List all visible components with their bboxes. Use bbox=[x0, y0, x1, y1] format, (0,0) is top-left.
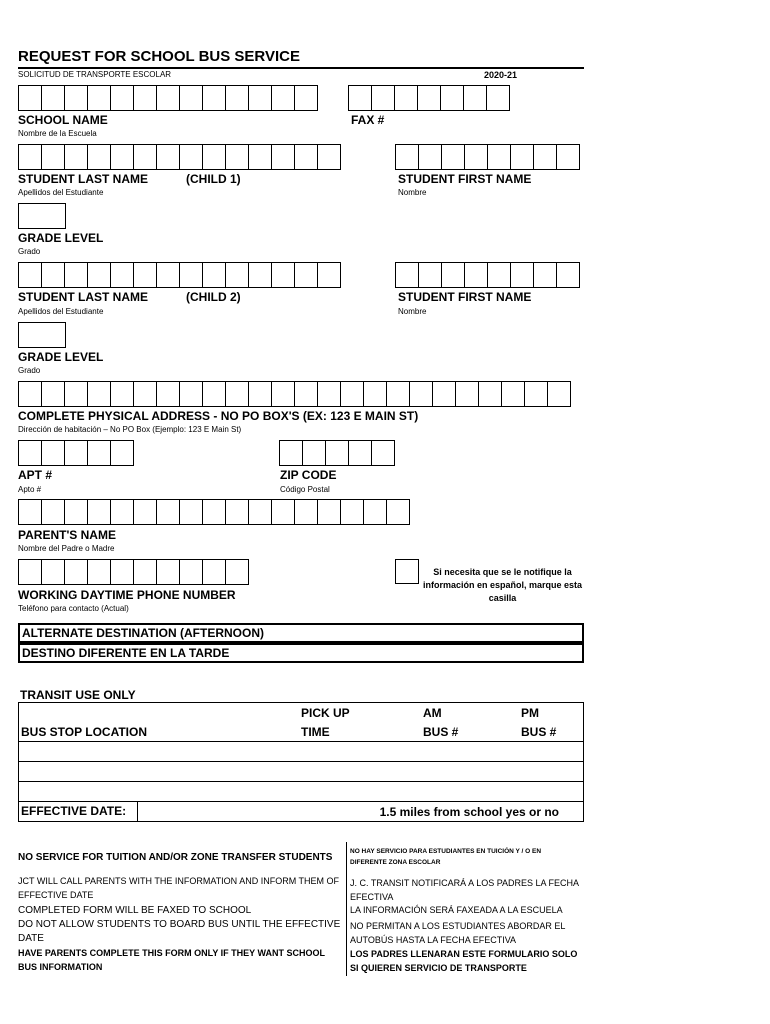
school-year: 2020-21 bbox=[484, 70, 518, 80]
note-es-do-not-allow bbox=[350, 919, 565, 947]
note-do-not-allow-line2: DATE bbox=[18, 933, 44, 944]
child2-grade-sub: Grado bbox=[18, 366, 41, 375]
char-box[interactable] bbox=[488, 145, 511, 169]
char-box[interactable] bbox=[326, 441, 349, 465]
note-es-jct bbox=[350, 876, 579, 904]
char-box[interactable] bbox=[295, 263, 318, 287]
char-box[interactable] bbox=[226, 263, 249, 287]
child1-grade-label: GRADE LEVEL bbox=[18, 231, 104, 245]
fax-label: FAX # bbox=[351, 113, 385, 127]
char-box[interactable] bbox=[419, 263, 442, 287]
char-box[interactable] bbox=[364, 500, 387, 524]
char-box[interactable] bbox=[226, 145, 249, 169]
char-box[interactable] bbox=[349, 86, 372, 110]
char-box[interactable] bbox=[88, 441, 111, 465]
char-box[interactable] bbox=[364, 382, 387, 406]
char-box[interactable] bbox=[111, 382, 134, 406]
char-box[interactable] bbox=[249, 382, 272, 406]
child1-tag: (CHILD 1) bbox=[186, 172, 241, 186]
title-rule bbox=[18, 67, 584, 69]
char-box[interactable] bbox=[465, 263, 488, 287]
char-box[interactable] bbox=[295, 382, 318, 406]
char-box[interactable] bbox=[42, 382, 65, 406]
apt-sub: Apto # bbox=[18, 485, 42, 494]
char-box[interactable] bbox=[396, 263, 419, 287]
note-es-jct-line2: EFECTIVA bbox=[350, 892, 394, 902]
transit-table bbox=[18, 702, 584, 822]
char-box[interactable] bbox=[203, 86, 226, 110]
note-es-faxed: LA INFORMACIÓN SERÁ FAXEADA A LA ESCUELA bbox=[350, 905, 563, 915]
phone-sub: Teléfono para contacto (Actual) bbox=[18, 604, 129, 613]
char-box[interactable] bbox=[19, 145, 42, 169]
note-es-do-not-allow-line1: NO PERMITAN A LOS ESTUDIANTES ABORDAR EL bbox=[350, 921, 566, 931]
child1-first-name-label: STUDENT FIRST NAME bbox=[398, 172, 532, 186]
spanish-note-line2: información en español, marque esta bbox=[422, 580, 583, 590]
char-box[interactable] bbox=[387, 500, 410, 524]
apt-label: APT # bbox=[18, 468, 53, 482]
apt-boxes[interactable] bbox=[18, 440, 134, 466]
char-box[interactable] bbox=[387, 382, 410, 406]
char-box[interactable] bbox=[134, 560, 157, 584]
char-box[interactable] bbox=[465, 145, 488, 169]
note-es-no-service-line2: DIFERENTE ZONA ESCOLAR bbox=[350, 859, 441, 866]
char-box[interactable] bbox=[65, 560, 88, 584]
char-box[interactable] bbox=[134, 500, 157, 524]
notes-divider bbox=[346, 842, 347, 976]
char-box[interactable] bbox=[42, 441, 65, 465]
char-box[interactable] bbox=[341, 500, 364, 524]
char-box[interactable] bbox=[534, 263, 557, 287]
char-box[interactable] bbox=[157, 145, 180, 169]
char-box[interactable] bbox=[441, 86, 464, 110]
parent-name-boxes[interactable] bbox=[18, 499, 410, 525]
child2-first-name-boxes[interactable] bbox=[395, 262, 580, 288]
char-box[interactable] bbox=[511, 263, 534, 287]
note-do-not-allow-line1: DO NOT ALLOW STUDENTS TO BOARD BUS UNTIL THE EFFECTIVE bbox=[18, 919, 341, 930]
char-box[interactable] bbox=[111, 500, 134, 524]
char-box[interactable] bbox=[272, 263, 295, 287]
char-box[interactable] bbox=[180, 560, 203, 584]
char-box[interactable] bbox=[65, 441, 88, 465]
char-box[interactable] bbox=[203, 145, 226, 169]
transit-row[interactable] bbox=[19, 742, 584, 762]
school-name-boxes[interactable] bbox=[18, 85, 318, 111]
pm-bus-label: BUS # bbox=[519, 722, 584, 742]
zip-label: ZIP CODE bbox=[280, 468, 337, 482]
time-label: TIME bbox=[299, 722, 421, 742]
char-box[interactable] bbox=[111, 263, 134, 287]
char-box[interactable] bbox=[42, 560, 65, 584]
transit-row[interactable] bbox=[19, 762, 584, 782]
char-box[interactable] bbox=[372, 441, 395, 465]
note-faxed: COMPLETED FORM WILL BE FAXED TO SCHOOL bbox=[18, 905, 252, 916]
school-name-label: SCHOOL NAME bbox=[18, 113, 108, 127]
char-box[interactable] bbox=[249, 263, 272, 287]
am-label: AM bbox=[421, 703, 519, 723]
char-box[interactable] bbox=[203, 382, 226, 406]
char-box[interactable] bbox=[548, 382, 571, 406]
note-es-no-service bbox=[350, 846, 541, 868]
char-box[interactable] bbox=[372, 86, 395, 110]
char-box[interactable] bbox=[249, 145, 272, 169]
char-box[interactable] bbox=[272, 86, 295, 110]
char-box[interactable] bbox=[19, 560, 42, 584]
char-box[interactable] bbox=[295, 86, 318, 110]
parent-name-sub: Nombre del Padre o Madre bbox=[18, 544, 115, 553]
char-box[interactable] bbox=[157, 263, 180, 287]
char-box[interactable] bbox=[295, 145, 318, 169]
transit-title: TRANSIT USE ONLY bbox=[20, 688, 136, 702]
char-box[interactable] bbox=[157, 560, 180, 584]
char-box[interactable] bbox=[433, 382, 456, 406]
char-box[interactable] bbox=[418, 86, 441, 110]
char-box[interactable] bbox=[111, 86, 134, 110]
transit-header-row-2 bbox=[19, 722, 584, 742]
effective-date-label: EFFECTIVE DATE: bbox=[19, 802, 138, 821]
child1-grade-box[interactable] bbox=[18, 203, 66, 229]
char-box[interactable] bbox=[88, 145, 111, 169]
child2-last-name-sub: Apellidos del Estudiante bbox=[18, 307, 104, 316]
char-box[interactable] bbox=[203, 263, 226, 287]
char-box[interactable] bbox=[19, 382, 42, 406]
note-jct-call-line1: JCT WILL CALL PARENTS WITH THE INFORMATION AND INFORM THEM OF bbox=[18, 876, 340, 886]
char-box[interactable] bbox=[442, 145, 465, 169]
transit-header-row-1 bbox=[19, 703, 584, 723]
child2-tag: (CHILD 2) bbox=[186, 290, 241, 304]
char-box[interactable] bbox=[19, 441, 42, 465]
note-no-service: NO SERVICE FOR TUITION AND/OR ZONE TRANSFER STUDENTS bbox=[18, 852, 333, 863]
form-title: REQUEST FOR SCHOOL BUS SERVICE bbox=[18, 48, 300, 65]
note-have-parents-line2: BUS INFORMATION bbox=[18, 962, 103, 972]
char-box[interactable] bbox=[280, 441, 303, 465]
char-box[interactable] bbox=[318, 382, 341, 406]
note-es-do-not-allow-line2: AUTOBÚS HASTA LA FECHA EFECTIVA bbox=[350, 935, 517, 945]
char-box[interactable] bbox=[249, 500, 272, 524]
char-box[interactable] bbox=[88, 560, 111, 584]
char-box[interactable] bbox=[19, 500, 42, 524]
form-subtitle: SOLICITUD DE TRANSPORTE ESCOLAR bbox=[18, 70, 172, 79]
miles-question[interactable]: 1.5 miles from school yes or no bbox=[379, 804, 559, 819]
char-box[interactable] bbox=[534, 145, 557, 169]
child2-grade-box[interactable] bbox=[18, 322, 66, 348]
char-box[interactable] bbox=[410, 382, 433, 406]
child1-last-name-sub: Apellidos del Estudiante bbox=[18, 188, 104, 197]
char-box[interactable] bbox=[42, 145, 65, 169]
char-box[interactable] bbox=[42, 263, 65, 287]
note-do-not-allow bbox=[18, 918, 340, 946]
char-box[interactable] bbox=[349, 441, 372, 465]
char-box[interactable] bbox=[272, 500, 295, 524]
char-box[interactable] bbox=[557, 263, 580, 287]
char-box[interactable] bbox=[134, 382, 157, 406]
address-boxes[interactable] bbox=[18, 381, 571, 407]
char-box[interactable] bbox=[226, 86, 249, 110]
char-box[interactable] bbox=[295, 500, 318, 524]
char-box[interactable] bbox=[303, 441, 326, 465]
zip-boxes[interactable] bbox=[279, 440, 395, 466]
effective-row bbox=[19, 802, 584, 822]
transit-row[interactable] bbox=[19, 782, 584, 802]
note-es-no-service-line1: NO HAY SERVICIO PARA ESTUDIANTES EN TUICIÓN Y / O EN bbox=[350, 848, 542, 855]
child1-first-name-boxes[interactable] bbox=[395, 144, 580, 170]
char-box[interactable] bbox=[396, 145, 419, 169]
char-box[interactable] bbox=[226, 560, 249, 584]
char-box[interactable] bbox=[203, 560, 226, 584]
pm-label: PM bbox=[519, 703, 584, 723]
char-box[interactable] bbox=[479, 382, 502, 406]
spanish-note bbox=[420, 566, 585, 605]
char-box[interactable] bbox=[249, 86, 272, 110]
char-box[interactable] bbox=[111, 560, 134, 584]
note-jct-call bbox=[18, 874, 339, 902]
char-box[interactable] bbox=[272, 382, 295, 406]
char-box[interactable] bbox=[88, 86, 111, 110]
char-box[interactable] bbox=[488, 263, 511, 287]
char-box[interactable] bbox=[180, 382, 203, 406]
child2-last-name-boxes[interactable] bbox=[18, 262, 341, 288]
char-box[interactable] bbox=[341, 382, 364, 406]
char-box[interactable] bbox=[180, 145, 203, 169]
char-box[interactable] bbox=[65, 145, 88, 169]
char-box[interactable] bbox=[464, 86, 487, 110]
phone-boxes[interactable] bbox=[18, 559, 249, 585]
char-box[interactable] bbox=[318, 500, 341, 524]
char-box[interactable] bbox=[157, 86, 180, 110]
address-sub: Dirección de habitación – No PO Box (Ejemplo: 123 E Main St) bbox=[18, 425, 242, 434]
char-box[interactable] bbox=[134, 145, 157, 169]
char-box[interactable] bbox=[180, 263, 203, 287]
char-box[interactable] bbox=[157, 500, 180, 524]
parent-name-label: PARENT'S NAME bbox=[18, 528, 116, 542]
note-jct-call-line2: EFFECTIVE DATE bbox=[18, 890, 94, 900]
char-box[interactable] bbox=[88, 500, 111, 524]
alt-destination-es[interactable]: DESTINO DIFERENTE EN LA TARDE bbox=[18, 643, 584, 663]
char-box[interactable] bbox=[111, 441, 134, 465]
char-box[interactable] bbox=[19, 86, 42, 110]
note-es-have-parents bbox=[350, 947, 577, 975]
child2-last-name-label: STUDENT LAST NAME bbox=[18, 290, 148, 304]
char-box[interactable] bbox=[180, 86, 203, 110]
char-box[interactable] bbox=[65, 263, 88, 287]
char-box[interactable] bbox=[511, 145, 534, 169]
char-box[interactable] bbox=[502, 382, 525, 406]
char-box[interactable] bbox=[456, 382, 479, 406]
char-box[interactable] bbox=[42, 500, 65, 524]
char-box[interactable] bbox=[419, 145, 442, 169]
char-box[interactable] bbox=[203, 500, 226, 524]
spanish-checkbox[interactable] bbox=[395, 559, 419, 584]
spanish-note-line1: Si necesita que se le notifique la bbox=[433, 567, 572, 577]
child2-first-name-sub: Nombre bbox=[398, 307, 427, 316]
char-box[interactable] bbox=[65, 500, 88, 524]
transit-empty bbox=[19, 703, 300, 723]
char-box[interactable] bbox=[318, 263, 341, 287]
fax-boxes[interactable] bbox=[348, 85, 510, 111]
char-box[interactable] bbox=[134, 86, 157, 110]
phone-label: WORKING DAYTIME PHONE NUMBER bbox=[18, 588, 236, 602]
child2-grade-label: GRADE LEVEL bbox=[18, 350, 104, 364]
char-box[interactable] bbox=[157, 382, 180, 406]
char-box[interactable] bbox=[272, 145, 295, 169]
address-label: COMPLETE PHYSICAL ADDRESS - NO PO BOX'S (EX: 123 E MAIN ST) bbox=[18, 409, 419, 423]
char-box[interactable] bbox=[226, 500, 249, 524]
note-have-parents bbox=[18, 946, 325, 974]
char-box[interactable] bbox=[525, 382, 548, 406]
note-es-have-parents-line2: SI QUIEREN SERVICIO DE TRANSPORTE bbox=[350, 963, 527, 973]
char-box[interactable] bbox=[557, 145, 580, 169]
child1-grade-sub: Grado bbox=[18, 247, 41, 256]
child1-last-name-label: STUDENT LAST NAME bbox=[18, 172, 148, 186]
char-box[interactable] bbox=[19, 263, 42, 287]
note-es-have-parents-line1: LOS PADRES LLENARAN ESTE FORMULARIO SOLO bbox=[350, 949, 578, 959]
char-box[interactable] bbox=[88, 382, 111, 406]
pickup-label: PICK UP bbox=[299, 703, 421, 723]
char-box[interactable] bbox=[487, 86, 510, 110]
char-box[interactable] bbox=[395, 86, 418, 110]
char-box[interactable] bbox=[111, 145, 134, 169]
child1-last-name-boxes[interactable] bbox=[18, 144, 341, 170]
char-box[interactable] bbox=[442, 263, 465, 287]
char-box[interactable] bbox=[88, 263, 111, 287]
char-box[interactable] bbox=[226, 382, 249, 406]
child1-first-name-sub: Nombre bbox=[398, 188, 427, 197]
child2-first-name-label: STUDENT FIRST NAME bbox=[398, 290, 532, 304]
char-box[interactable] bbox=[65, 382, 88, 406]
char-box[interactable] bbox=[65, 86, 88, 110]
spanish-note-line3: casilla bbox=[488, 593, 517, 603]
note-es-jct-line1: J. C. TRANSIT NOTIFICARÁ A LOS PADRES LA FECHA bbox=[350, 878, 580, 888]
alt-destination-en[interactable]: ALTERNATE DESTINATION (AFTERNOON) bbox=[18, 623, 584, 643]
am-bus-label: BUS # bbox=[421, 722, 519, 742]
char-box[interactable] bbox=[318, 145, 341, 169]
zip-sub: Código Postal bbox=[280, 485, 330, 494]
char-box[interactable] bbox=[134, 263, 157, 287]
note-have-parents-line1: HAVE PARENTS COMPLETE THIS FORM ONLY IF THEY WANT SCHOOL bbox=[18, 948, 326, 958]
char-box[interactable] bbox=[42, 86, 65, 110]
bus-stop-label: BUS STOP LOCATION bbox=[19, 722, 300, 742]
char-box[interactable] bbox=[180, 500, 203, 524]
school-name-sub: Nombre de la Escuela bbox=[18, 129, 97, 138]
